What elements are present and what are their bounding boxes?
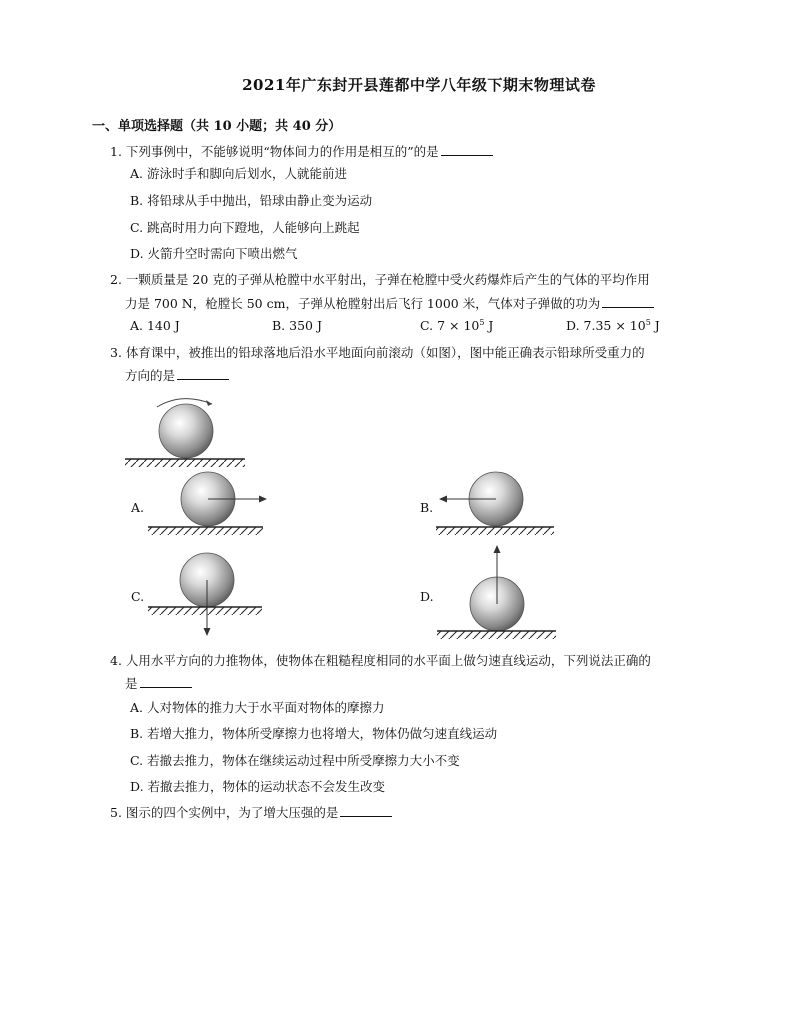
q1-option-a: A. 游泳时手和脚向后划水，人就能前进 <box>130 166 347 181</box>
arrowhead-icon <box>259 496 267 503</box>
ground-hatch <box>125 459 245 467</box>
q2-option-a: A. 140 J <box>130 318 180 333</box>
question-4-stem: 是 <box>125 676 138 691</box>
shot-put-ball <box>159 404 213 458</box>
question-5-stem: 5. 图示的四个实例中，为了增大压强的是 <box>110 805 339 820</box>
answer-blank[interactable] <box>177 367 229 380</box>
q3-option-b-figure[interactable] <box>432 470 562 542</box>
question-2-line2 <box>125 295 654 312</box>
question-3-line1: 3. 体育课中，被推出的铅球落地后沿水平地面向前滚动（如图），图中能正确表示铅球所受重力的 <box>110 345 645 360</box>
q3-option-a-label: A. <box>131 500 145 515</box>
question-2-stem: 力是 700 N，枪膛长 50 cm，子弹从枪膛射出后飞行 1000 米，气体对子弹做的功为 <box>125 296 601 311</box>
q2-option-d <box>566 318 660 333</box>
q3-option-c-label: C. <box>131 589 145 604</box>
ground-hatch <box>436 527 554 535</box>
ground-hatch <box>148 527 263 535</box>
q1-option-d: D. 火箭升空时需向下喷出燃气 <box>130 246 298 261</box>
rolling-arrowhead <box>206 400 212 406</box>
question-1-stem: 1. 下列事例中，不能够说明“物体间力的作用是相互的”的是 <box>110 144 439 159</box>
q4-option-d: D. 若撤去推力，物体的运动状态不会发生改变 <box>130 779 386 794</box>
q3-option-c-figure[interactable] <box>145 550 275 640</box>
answer-blank[interactable] <box>340 804 392 817</box>
q3-option-d-figure[interactable] <box>434 542 564 642</box>
ground-hatch <box>148 607 262 615</box>
arrowhead-icon <box>494 545 501 553</box>
question-3-line2 <box>125 367 229 384</box>
q2-unit: J <box>484 318 494 334</box>
q1-option-c: C. 跳高时用力向下蹬地，人能够向上跳起 <box>130 220 360 235</box>
ground-hatch <box>437 631 556 639</box>
question-4-line1: 4. 人用水平方向的力推物体，使物体在粗糙程度相同的水平面上做匀速直线运动，下列说法正确的 <box>110 653 651 668</box>
q2-exponent: 5 <box>645 318 651 327</box>
q2-option-b: B. 350 J <box>272 318 322 333</box>
q4-option-c: C. 若撤去推力，物体在继续运动过程中所受摩擦力大小不变 <box>130 753 460 768</box>
q2-option-d-base: D. 7.35 × 10 <box>566 318 646 334</box>
question-4-line2 <box>125 675 192 692</box>
answer-blank[interactable] <box>602 295 654 308</box>
question-1 <box>110 143 493 160</box>
q4-option-a: A. 人对物体的推力大于水平面对物体的摩擦力 <box>130 700 385 715</box>
q2-option-c-base: C. 7 × 10 <box>420 318 480 334</box>
section-heading: 一、单项选择题（共 10 小题；共 40 分） <box>92 119 342 134</box>
q3-option-b-label: B. <box>420 500 434 515</box>
exam-title: 2021年广东封开县莲都中学八年级下期末物理试卷 <box>242 76 596 94</box>
arrowhead-icon <box>204 628 211 636</box>
q4-option-b: B. 若增大推力，物体所受摩擦力也将增大，物体仍做匀速直线运动 <box>130 726 498 741</box>
q3-option-a-figure[interactable] <box>145 470 275 542</box>
q2-exponent: 5 <box>479 318 485 327</box>
q3-option-d-label: D. <box>420 589 434 604</box>
question-5 <box>110 804 392 821</box>
q1-option-b: B. 将铅球从手中抛出，铅球由静止变为运动 <box>130 193 373 208</box>
question-3-stem: 方向的是 <box>125 368 176 383</box>
arrowhead-icon <box>439 496 447 503</box>
question-2-line1: 2. 一颗质量是 20 克的子弹从枪膛中水平射出，子弹在枪膛中受火药爆炸后产生的气体的平均作用 <box>110 272 650 287</box>
q2-option-c <box>420 318 493 333</box>
q2-unit: J <box>650 318 660 334</box>
answer-blank[interactable] <box>441 143 493 156</box>
answer-blank[interactable] <box>140 675 192 688</box>
rolling-ball-figure <box>120 390 250 470</box>
